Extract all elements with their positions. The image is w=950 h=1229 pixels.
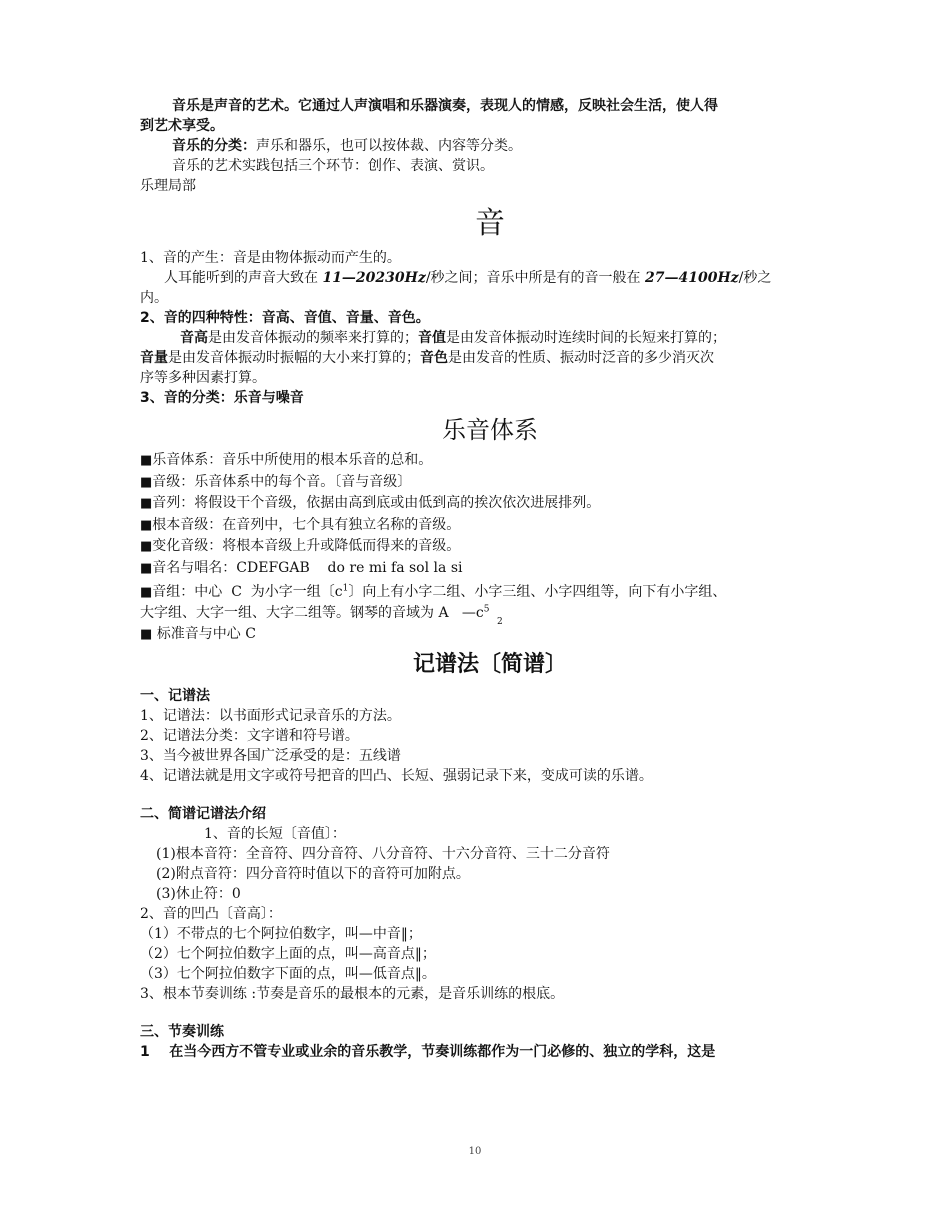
groups-line-2	[140, 603, 840, 623]
square-bullet-icon: ■	[140, 474, 153, 490]
volume-timbre-line	[140, 348, 840, 368]
section-label: 乐理局部	[140, 178, 196, 194]
rhythm-training-line: 1 在当今西方不管专业或业余的音乐教学，节奏训练都作为一门必修的、独立的学科，这是	[140, 1043, 716, 1060]
range-unit-a: /秒之间；音乐中所是有的音一般在	[425, 270, 641, 286]
system-bullet	[140, 493, 840, 515]
sound-item-2: 2、音的四种特性：音高、音值、音量、音色。	[140, 310, 430, 326]
pitch-value-line	[140, 328, 840, 348]
bullet-text: 音名与唱名：CDEFGAB do re mi fa sol la si	[152, 559, 463, 576]
term-pitch: 音高	[180, 330, 208, 346]
intro-paragraph-line1: 音乐是声音的艺术。它通过人声演唱和乐器演奏，表现人的情感，反映社会生活，使人得	[172, 98, 718, 114]
square-bullet-icon: ■	[140, 453, 153, 468]
notation-item: 3、当今被世界各国广泛承受的是：五线谱	[140, 747, 401, 764]
value-desc: 是由发音体振动时连续时间的长短来打算的；	[446, 330, 726, 346]
sound-item-1: 1、音的产生：音是由物体振动而产生的。	[140, 250, 401, 266]
square-bullet-icon: ■	[140, 539, 153, 555]
square-bullet-icon: ■	[140, 560, 153, 576]
classification-lead: 音乐的分类：	[172, 138, 256, 154]
spacer	[140, 786, 840, 804]
system-bullet	[140, 515, 840, 537]
system-bullet-groups	[140, 582, 840, 603]
groups-sup-1: 1	[342, 582, 349, 593]
groups-text-2: 大字组、大字一组、大字二组等。钢琴的音域为 A —c	[140, 604, 484, 621]
square-bullet-icon: ■	[140, 517, 153, 533]
system-bullet	[140, 558, 840, 580]
hearing-range-end: 内。	[140, 290, 168, 306]
music-classification	[140, 136, 840, 156]
rhythm-basic: 3、根本节奏训练 :节奏是音乐的最根本的元素，是音乐训练的根底。	[140, 985, 565, 1002]
system-bullet	[140, 450, 840, 472]
duration-item: (3)休止符：0	[156, 885, 241, 902]
system-title: 乐音体系	[442, 416, 538, 444]
intro-paragraph-line2: 到艺术享受。	[140, 118, 224, 134]
pitch-item: （2）七个阿拉伯数字上面的点，叫—高音点‖；	[140, 945, 436, 962]
bullet-text: 乐音体系：音乐中所使用的根本乐音的总和。	[152, 452, 433, 468]
groups-sup-2: 5	[483, 603, 490, 614]
bullet-text: 变化音级：将根本音级上升或降低而得来的音级。	[152, 538, 461, 555]
sound-item-3: 3、音的分类：乐音与噪音	[140, 390, 304, 406]
sound-title: 音	[475, 206, 505, 241]
range-value-a: 11—20230Hz	[322, 270, 426, 286]
bullet-text: 音列：将假设干个音级，依据由高到底或由低到高的挨次依次进展排列。	[152, 495, 601, 512]
term-timbre: 音色	[420, 350, 448, 366]
pitch-desc: 是由发音体振动的频率来打算的；	[208, 330, 418, 346]
classification-text: 声乐和器乐，也可以按体裁、内容等分类。	[256, 138, 522, 154]
notation-title: 记谱法〔简谱〕	[412, 651, 567, 677]
duration-item: (2)附点音符：四分音符时值以下的音符可加附点。	[156, 865, 470, 882]
bullet-text: 根本音级：在音列中，七个具有独立名称的音级。	[152, 516, 461, 533]
notation-heading-2: 二、简谱记谱法介绍	[140, 805, 266, 822]
notation-heading-3: 三、节奏训练	[140, 1023, 224, 1040]
range-value-b: 27—4100Hz	[645, 270, 739, 286]
range-subscript: 2	[497, 616, 503, 627]
bullet-text: 音级：乐音体系中的每个音。〔音与音级〕	[152, 473, 412, 490]
term-volume: 音量	[140, 350, 168, 366]
range-unit-b: /秒之	[738, 270, 772, 286]
volume-desc: 是由发音体振动时振幅的大小来打算的；	[168, 350, 420, 366]
pitch-title: 2、音的凹凸〔音高〕：	[140, 905, 282, 922]
standard-pitch-text: 标准音与中心 C	[152, 625, 256, 642]
system-bullet	[140, 536, 840, 558]
document-body	[140, 96, 840, 1062]
duration-item: (1)根本音符：全音符、四分音符、八分音符、十六分音符、三十二分音符	[156, 845, 610, 862]
timbre-desc: 是由发音的性质、振动时泛音的多少消灭次	[448, 350, 714, 366]
standard-pitch-line	[140, 616, 840, 646]
term-value: 音值	[418, 330, 446, 346]
pitch-item: （3）七个阿拉伯数字下面的点，叫—低音点‖。	[140, 965, 436, 982]
square-bullet-icon: ■	[140, 626, 153, 642]
pitch-item: （1）不带点的七个阿拉伯数字，叫—中音‖；	[140, 925, 422, 942]
notation-item: 4、记谱法就是用文字或符号把音的凹凸、长短、强弱记录下来，变成可读的乐谱。	[140, 767, 653, 784]
music-practice: 音乐的艺术实践包括三个环节：创作、表演、赏识。	[172, 158, 494, 174]
page-number: 10	[468, 1146, 482, 1157]
groups-text-b: 〕向上有小字二组、小字三组、小字四组等，向下有小字组、	[348, 583, 727, 600]
duration-title: 1、音的长短〔音值〕：	[204, 825, 346, 842]
square-bullet-icon: ■	[140, 584, 153, 600]
notation-item: 2、记谱法分类：文字谱和符号谱。	[140, 727, 359, 744]
hearing-range	[140, 268, 840, 288]
square-bullet-icon: ■	[140, 496, 153, 512]
range-text-a: 人耳能听到的声音大致在	[164, 270, 318, 286]
spacer	[140, 1004, 840, 1022]
timbre-desc-end: 序等多种因素打算。	[140, 370, 266, 386]
groups-text-a: 音组：中心 C 为小字一组〔c	[152, 583, 343, 600]
notation-item: 1、记谱法：以书面形式记录音乐的方法。	[140, 707, 401, 724]
system-bullet	[140, 472, 840, 494]
notation-heading-1: 一、记谱法	[140, 687, 210, 704]
